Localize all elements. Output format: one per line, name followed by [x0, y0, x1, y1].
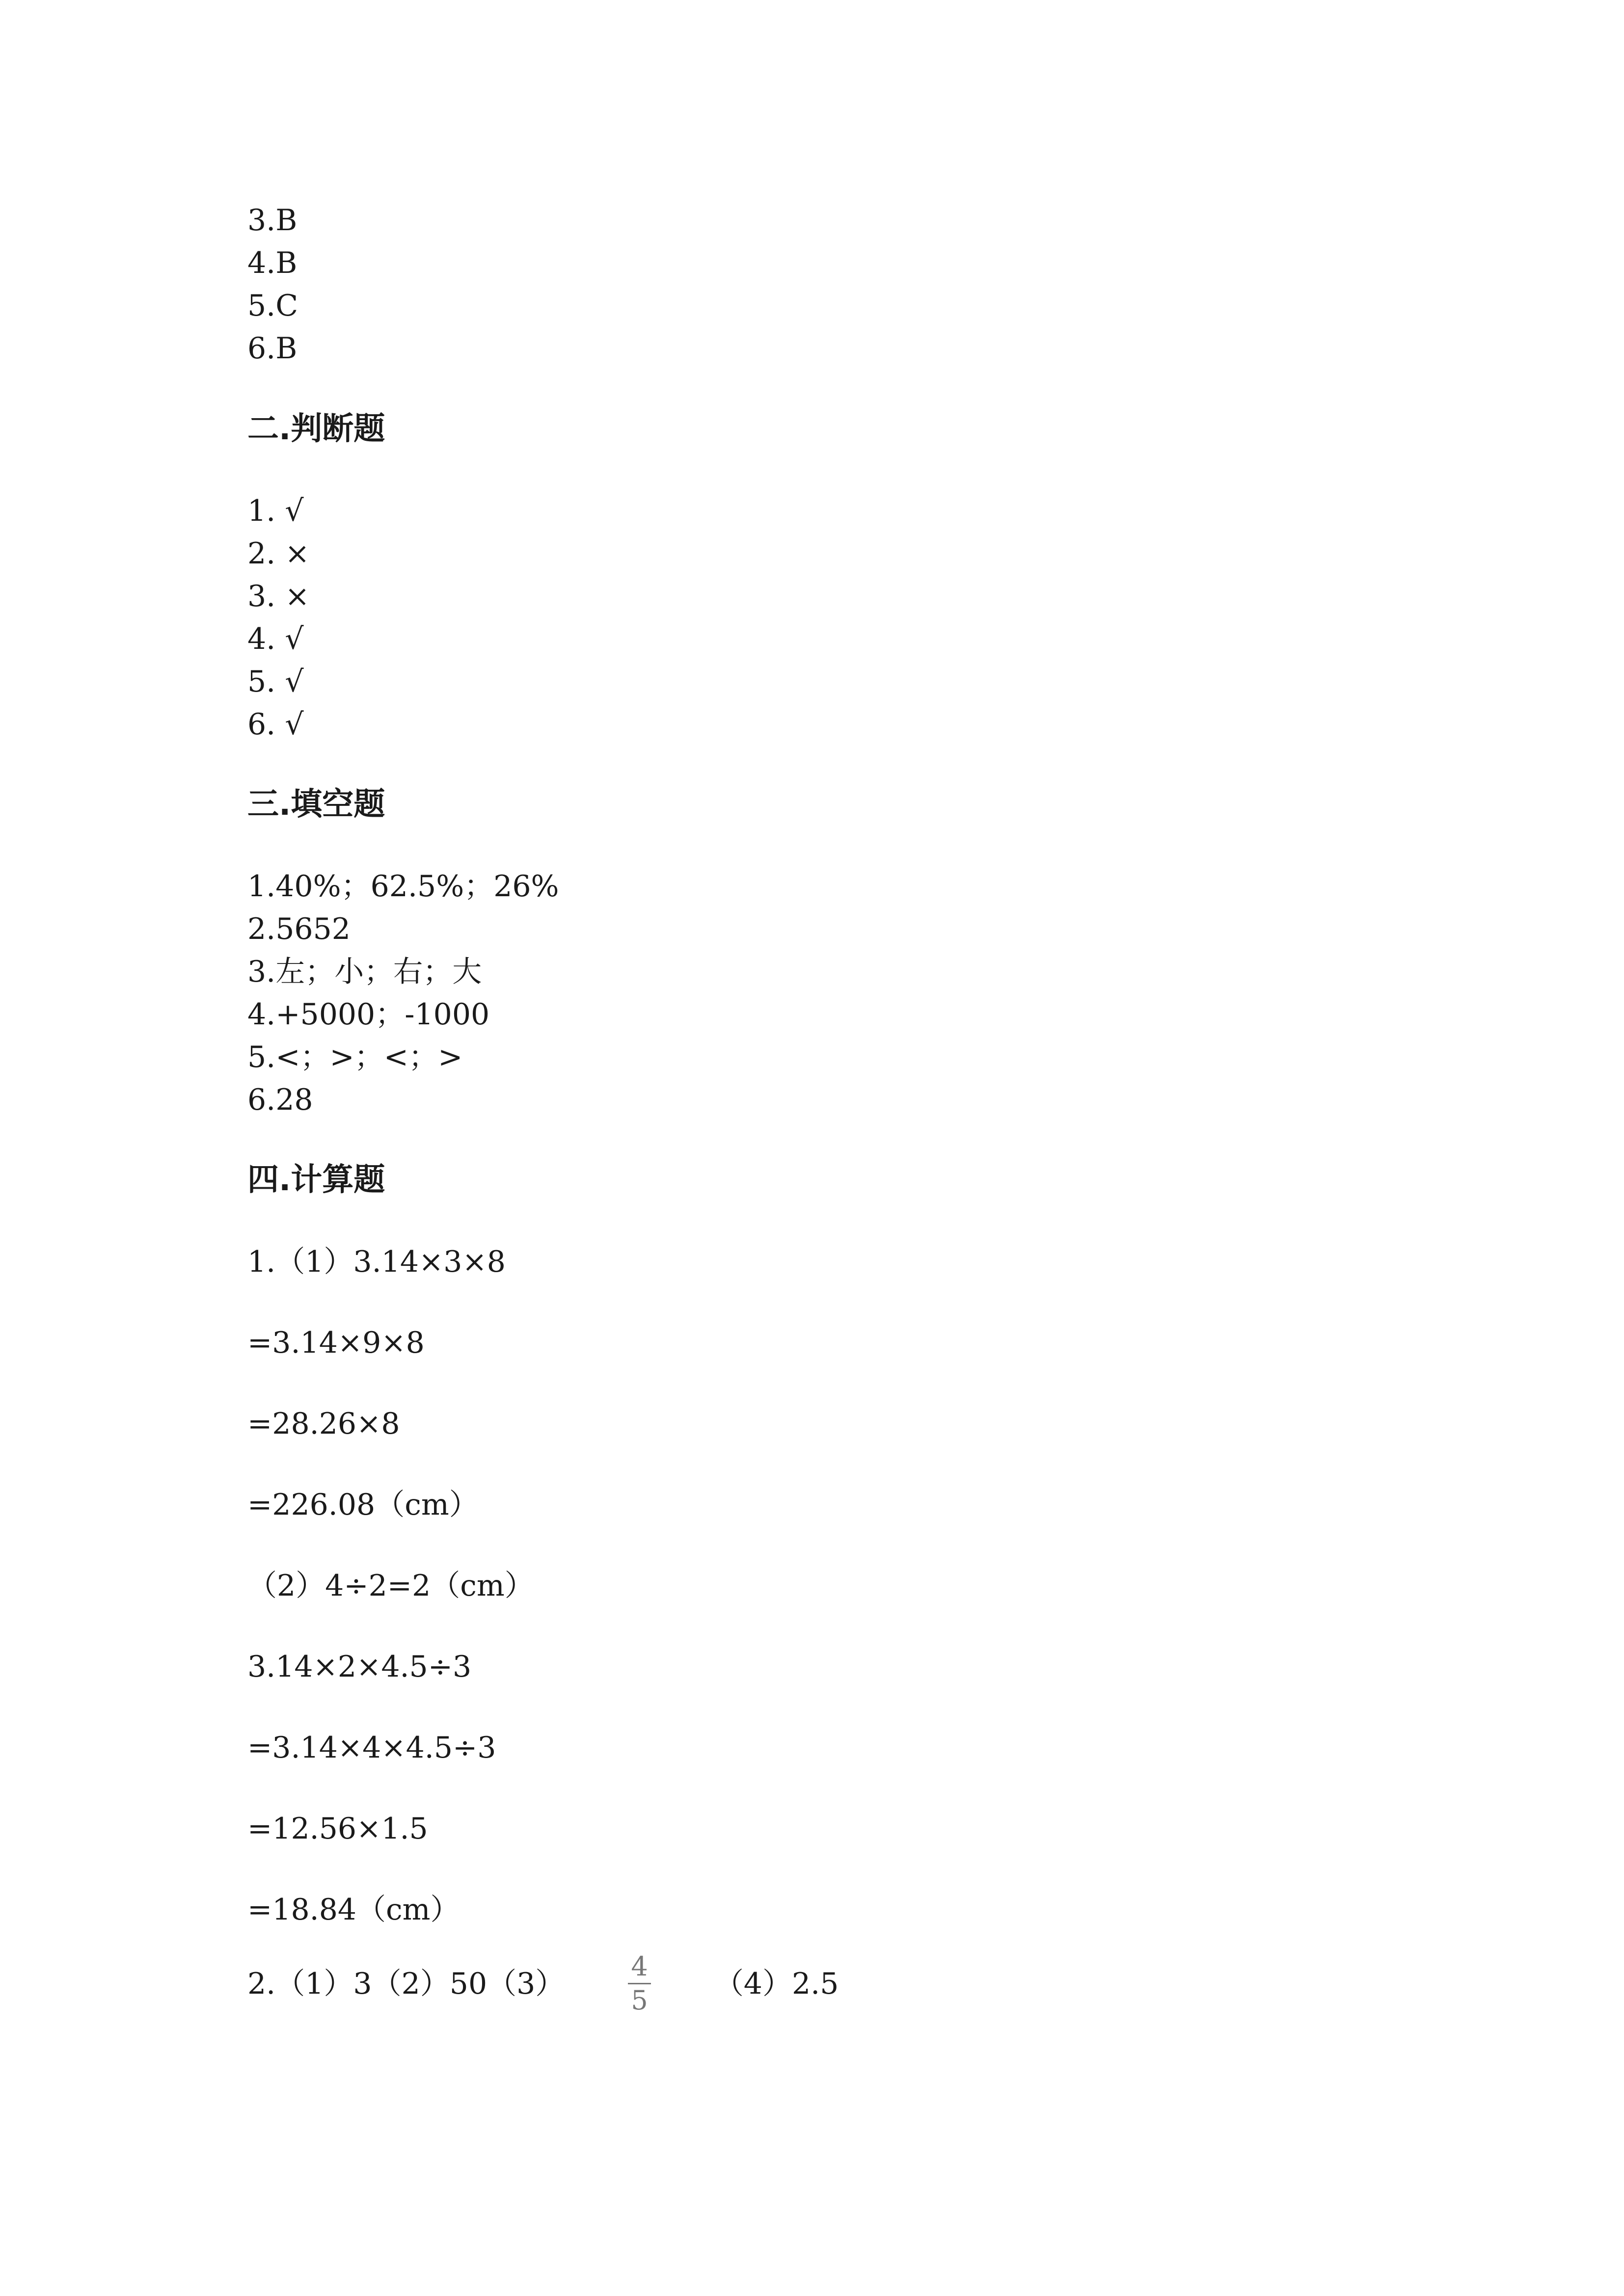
- calc-step: =3.14×4×4.5÷3: [247, 1731, 496, 1765]
- calc-step: =12.56×1.5: [247, 1812, 428, 1846]
- calc-step: 3.14×2×4.5÷3: [247, 1650, 472, 1684]
- judge-answer-3: 3. ×: [247, 579, 310, 614]
- calc-step: =3.14×9×8: [247, 1326, 425, 1360]
- calc-step: 1.（1）3.14×3×8: [247, 1245, 506, 1279]
- fraction: [628, 1953, 650, 2014]
- fill-answer-2: 2.5652: [247, 912, 351, 946]
- calc-answer-2-prefix: 2.（1）3（2）50（3）: [247, 1966, 565, 2001]
- calc-step: =226.08（cm）: [247, 1488, 479, 1522]
- section-heading-fill-blank: 三.填空题: [247, 786, 385, 823]
- fraction-numerator: 4: [628, 1953, 650, 1984]
- judge-answer-6: 6. √: [247, 707, 304, 742]
- section-heading-true-false: 二.判断题: [247, 411, 385, 447]
- fill-answer-6: 6.28: [247, 1083, 313, 1117]
- calc-answer-2: [247, 1953, 839, 2014]
- section-heading-calculation: 四.计算题: [247, 1162, 385, 1198]
- choice-answer-5: 5.C: [247, 289, 298, 323]
- fill-answer-1: 1.40%；62.5%；26%: [247, 869, 559, 904]
- fill-answer-3: 3.左；小；右；大: [247, 955, 482, 989]
- fill-answer-4: 4.+5000；-1000: [247, 997, 490, 1032]
- fill-answer-5: 5.<；>；<；>: [247, 1040, 463, 1074]
- choice-answer-6: 6.B: [247, 331, 298, 366]
- judge-answer-5: 5. √: [247, 665, 304, 699]
- judge-answer-1: 1. √: [247, 494, 304, 528]
- calc-answer-2-suffix: （4）2.5: [714, 1966, 839, 2001]
- calc-step: （2）4÷2=2（cm）: [247, 1569, 534, 1603]
- calc-step: =18.84（cm）: [247, 1893, 460, 1927]
- calc-step: =28.26×8: [247, 1407, 400, 1441]
- choice-answer-3: 3.B: [247, 203, 298, 238]
- judge-answer-2: 2. ×: [247, 536, 310, 571]
- fraction-denominator: 5: [631, 1985, 648, 2016]
- choice-answer-4: 4.B: [247, 246, 298, 280]
- judge-answer-4: 4. √: [247, 622, 304, 656]
